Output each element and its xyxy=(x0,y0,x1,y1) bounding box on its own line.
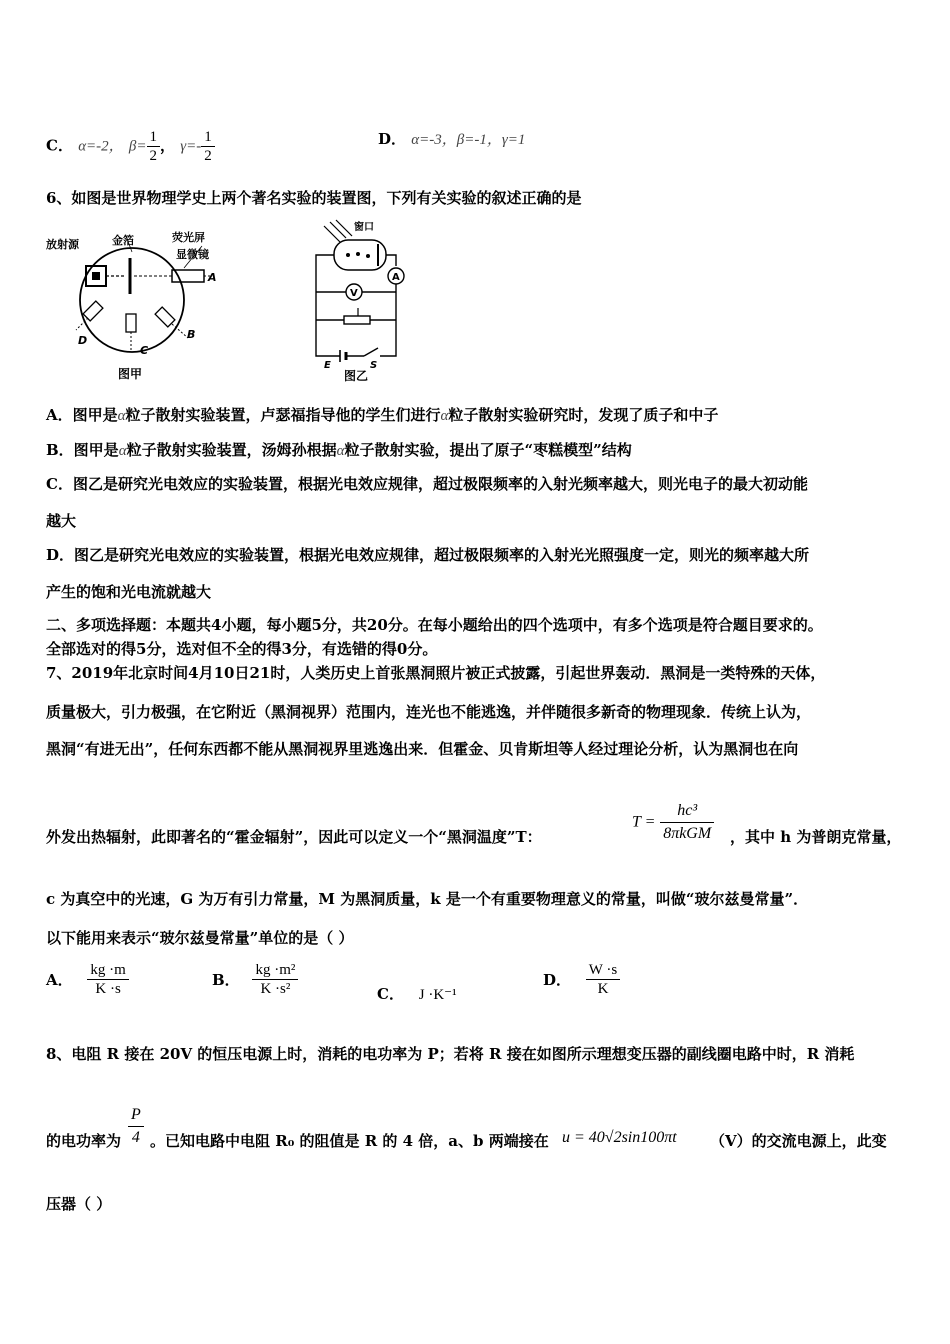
section2-note: 全部选对的得5分，选对但不全的得3分，有选错的得0分。 xyxy=(46,640,438,658)
q7-line-4b: ，其中 h 为普朗克常量， xyxy=(730,828,902,846)
detector-c xyxy=(126,314,136,332)
q6-stem: 6、如图是世界物理学史上两个著名实验的装置图，下列有关实验的叙述正确的是 xyxy=(46,189,582,207)
q5-c-gamma-fraction: $\frac{1}{2}$ xyxy=(201,128,215,165)
alpha-symbol: α xyxy=(336,443,345,459)
fig1-source-label: 放射源 xyxy=(46,238,79,251)
figure-rutherford xyxy=(44,222,229,382)
q5-d-label: D． xyxy=(378,130,407,148)
source-core xyxy=(92,272,100,280)
q5-c-gamma: γ=- xyxy=(180,138,202,155)
q8-line-2c: （V）的交流电源上，此变 xyxy=(710,1132,887,1150)
fig1-foil-label: 金箔 xyxy=(112,234,134,247)
fig2-voltmeter-label: V xyxy=(350,288,358,299)
q6-option-c[interactable]: C．图乙是研究光电效应的实验装置，根据光电效应规律，超过极限频率的入射光频率越大，则光电子的最大初动能 xyxy=(46,475,808,493)
rheostat xyxy=(344,316,370,324)
alpha-symbol: α xyxy=(440,408,449,424)
q7-line-6: 以下能用来表示“玻尔兹曼常量”单位的是（ ） xyxy=(46,929,354,947)
q6-option-d[interactable]: D．图乙是研究光电效应的实验装置，根据光电效应规律，超过极限频率的入射光光照强度一定，则光的频率越大所 xyxy=(46,546,810,564)
q6-option-a[interactable]: A．图甲是α粒子散射实验装置，卢瑟福指导他的学生们进行α粒子散射实验研究时，发现了质子和中子 xyxy=(46,406,719,424)
q5-c-beta: β= xyxy=(128,138,147,155)
q5-option-d[interactable] xyxy=(378,128,525,149)
figure-photoelectric xyxy=(306,216,414,382)
q8-line-3: 压器（ ） xyxy=(46,1195,112,1213)
section2-heading: 二、多项选择题：本题共4小题，每小题5分，共20分。在每小题给出的四个选项中，有多个选项是符合题目要求的。 xyxy=(46,616,823,634)
q6-option-d-cont: 产生的饱和光电流就越大 xyxy=(46,583,212,601)
detector-d xyxy=(83,301,103,321)
vacuum-chamber xyxy=(80,248,184,352)
fig2-window-label: 窗口 xyxy=(354,222,374,233)
fig1-label-b: B xyxy=(187,328,196,341)
fig2-caption: 图乙 xyxy=(344,369,369,382)
alpha-symbol: α xyxy=(117,408,126,424)
fig1-label-a: A xyxy=(208,271,217,284)
detector-a xyxy=(172,270,204,282)
q5-c-alpha: α=-2， xyxy=(78,138,124,155)
q7-option-a[interactable]: A． $\frac{kg \cdot m}{K \cdot s}$ xyxy=(46,961,129,998)
q7-line-2: 质量极大，引力极强，在它附近（黑洞视界）范围内，连光也不能逃逸，并伴随很多新奇的物理现象．传统上认为， xyxy=(46,703,812,721)
light-ray xyxy=(324,226,340,242)
fig2-e-label: E xyxy=(324,360,331,371)
q7-line-3: 黑洞“有进无出”，任何东西都不能从黑洞视界里逃逸出来．但霍金、贝肯斯坦等人经过理论分析，认为黑洞也在向 xyxy=(46,740,799,758)
fig2-s-label: S xyxy=(370,360,378,371)
q7-option-b[interactable]: B． $\frac{\text{kg ·m²}}{\text{K ·s²}}$ xyxy=(212,961,298,998)
switch xyxy=(364,348,378,356)
q8-line-2a: 的电功率为 xyxy=(46,1132,122,1150)
q5-c-label: C． xyxy=(46,136,73,155)
hawking-temperature-formula: T = $\frac{\text{hc³}}{\text{8πkGM}}$ xyxy=(632,800,714,845)
q5-option-c[interactable]: C． α=-2， β= $\frac{1}{2}$ ， γ=- $\frac{1}{2}$ xyxy=(46,128,215,165)
q6-option-b[interactable]: B．图甲是α粒子散射实验装置，汤姆孙根据α粒子散射实验，提出了原子“枣糕模型”结构 xyxy=(46,441,632,459)
q8-line-1: 8、电阻 R 接在 20V 的恒压电源上时，消耗的电功率为 P；若将 R 接在如图所示理想变压器的副线圈电路中时，R 消耗 xyxy=(46,1045,855,1063)
q7-option-c[interactable]: C． J ·K⁻¹ xyxy=(377,985,457,1003)
fig1-label-c: C xyxy=(140,344,149,357)
q7-line-1: 7、2019年北京时间4月10日21时，人类历史上首张黑洞照片被正式披露，引起世界轰动．黑洞是一类特殊的天体， xyxy=(46,664,826,682)
fig2-ammeter-label: A xyxy=(392,272,400,283)
q8-voltage-formula: u = 40√2sin100πt xyxy=(562,1129,677,1146)
fig1-screen-label: 荧光屏 xyxy=(172,231,205,244)
q7-option-d[interactable]: D． $\frac{W \cdot s}{K}$ xyxy=(543,961,620,998)
detector-b xyxy=(155,307,175,327)
q8-line-2b: 。已知电路中电阻 R₀ 的阻值是 R 的 4 倍，a、b 两端接在 xyxy=(150,1132,549,1150)
q7-line-4a: 外发出热辐射，此即著名的“霍金辐射”，因此可以定义一个“黑洞温度”T： xyxy=(46,828,542,846)
q5-d-text: α=-3，β=-1，γ=1 xyxy=(411,132,526,148)
q6-option-c-cont: 越大 xyxy=(46,512,77,530)
q5-c-beta-fraction: $\frac{1}{2}$ xyxy=(147,128,161,165)
alpha-symbol: α xyxy=(118,443,127,459)
q8-power-fraction: $\frac{P}{4}$ xyxy=(128,1104,144,1149)
q7-line-5: c 为真空中的光速，G 为万有引力常量，M 为黑洞质量，k 是一个有重要物理意义的常量，叫做“玻尔兹曼常量”． xyxy=(46,890,809,908)
fig1-caption: 图甲 xyxy=(118,367,143,381)
fig1-microscope-label: 显微镜 xyxy=(176,248,209,261)
fig1-label-d: D xyxy=(78,334,88,347)
